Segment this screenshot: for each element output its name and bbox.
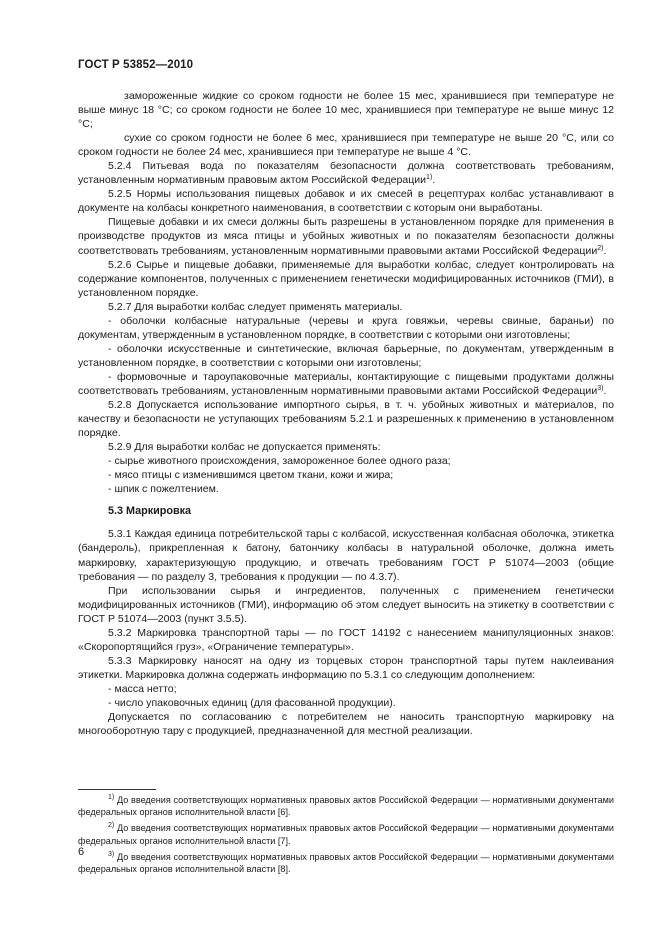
footnotes (78, 794, 614, 879)
list-item: - число упаковочных единиц (для фасованной продукции). (108, 696, 396, 709)
footnote-ref: 2) (597, 244, 604, 252)
footnote: $^{3)}$ До введения соответствующих нормативных правовых актов Российской Федерации — нормативными документами федеральных органов исполнительной власти [8]. (78, 850, 614, 875)
list-item: - масса нетто; (108, 682, 177, 695)
footnote-ref: 3) (597, 384, 604, 392)
document-body (78, 89, 614, 738)
paragraph: 5.3.2 Маркировка транспортной тары — по ГОСТ 14192 с нанесением манипуляционных знаков: «Скоропортящийся груз», «Ограничение температуры». (78, 626, 614, 653)
list-item: - оболочки искусственные и синтетические, включая барьерные, по документам, утвержденным в установленном порядке, в соответствии с которыми они изготовлены; (78, 342, 614, 369)
paragraph: 5.2.8 Допускается использование импортного сырья, в т. ч. убойных животных и материалов, по качеству и безопасности не уступающих требованиям 5.2.1 и разрешенных к применению в установленном порядке. (78, 399, 614, 440)
paragraph: При использовании сырья и ингредиентов, полученных с применением генетически модифицированных источников (ГМИ), информацию об этом следует выносить на этикетку в соответствии с ГОСТ Р 51074—2003 (пункт 3.5.5). (78, 584, 614, 625)
paragraph: 5.2.7 Для выработки колбас следует применять материалы. (108, 300, 403, 313)
footnote-ref: 1) (426, 174, 433, 182)
paragraph: 5.2.4 Питьевая вода по показателям безопасности должна соответствовать требованиям, установленным нормативным правовым актом Российской Федерации$^{1)}$. (78, 160, 614, 187)
paragraph: 5.3.1 Каждая единица потребительской тары с колбасой, искусственная колбасная оболочка, этикетка (бандероль), прикрепленная к батону, батончику колбасы в натуральной оболочке, должна иметь маркировку, характеризующую продукцию, и отвечать требованиям ГОСТ Р 51074—2003 (общие требования — по разделу 3, требования к продукции — по 4.3.7). (78, 528, 614, 583)
list-item: - мясо птицы с изменившимся цветом ткани, кожи и жира; (108, 469, 394, 482)
paragraph: 5.2.6 Сырье и пищевые добавки, применяемые для выработки колбас, следует контролировать на содержание компонентов, полученных с применением генетически модифицированных источников (ГМИ), в установленном порядке. (78, 258, 614, 299)
paragraph: 5.3.3 Маркировку наносят на одну из торцевых сторон транспортной тары путем наклеивания этикетки. Маркировка должна содержать информацию по 5.3.1 со следующим дополнением: (78, 654, 614, 681)
list-item: - оболочки колбасные натуральные (черевы и круга говяжьи, черевы свиные, бараньи) по документам, утвержденным в установленном порядке, в соответствии с которыми они изготовлены; (78, 314, 614, 341)
footnote: $^{1)}$ До введения соответствующих нормативных правовых актов Российской Федерации — нормативными документами федеральных органов исполнительной власти [6]. (78, 794, 614, 818)
paragraph: замороженные жидкие со сроком годности не более 15 мес, хранившиеся при температуре не выше минус 18 °С; со сроком годности не более 10 мес, хранившиеся при температуре не выше минус 12 °С; (78, 90, 614, 131)
page-number: 6 (78, 846, 85, 858)
paragraph: сухие со сроком годности не более 6 мес, хранившиеся при температуре не выше 20 °С, или со сроком годности не более 24 мес, хранившиеся при температуре не выше 4 °С. (78, 132, 614, 159)
paragraph: 5.2.9 Для выработки колбас не допускается применять: (108, 441, 381, 454)
paragraph: Пищевые добавки и их смеси должны быть разрешены в установленном порядке для применения в производстве продуктов из мяса птицы и убойных животных и по показателям безопасности должны соответствовать требованиям, установленным нормативными правовыми актами Российской Федерации$^{2)}$. (78, 216, 614, 257)
footnote: $^{2)}$ До введения соответствующих нормативных правовых актов Российской Федерации — нормативными документами федеральных органов исполнительной власти [7]. (78, 822, 614, 846)
list-item: - сырье животного происхождения, замороженное более одного раза; (108, 455, 451, 468)
footnote-divider (78, 789, 156, 790)
section-title: 5.3 Маркировка (108, 505, 192, 518)
document-header: ГОСТ Р 53852—2010 (78, 59, 194, 71)
list-item: - шпик с пожелтением. (108, 483, 219, 496)
paragraph: Допускается по согласованию с потребителем не наносить транспортную маркировку на многооборотную тару с продукцией, предназначенной для местной реализации. (78, 711, 614, 738)
paragraph: 5.2.5 Нормы использования пищевых добавок и их смесей в рецептурах колбас устанавливают в документе на колбасы конкретного наименования, в соответствии с которым они выработаны. (78, 188, 614, 215)
list-item: - формовочные и тароупаковочные материалы, контактирующие с пищевыми продуктами должны соответствовать требованиям, установленным нормативными правовыми актами Российской Федерации$^{3)}$. (78, 370, 614, 397)
